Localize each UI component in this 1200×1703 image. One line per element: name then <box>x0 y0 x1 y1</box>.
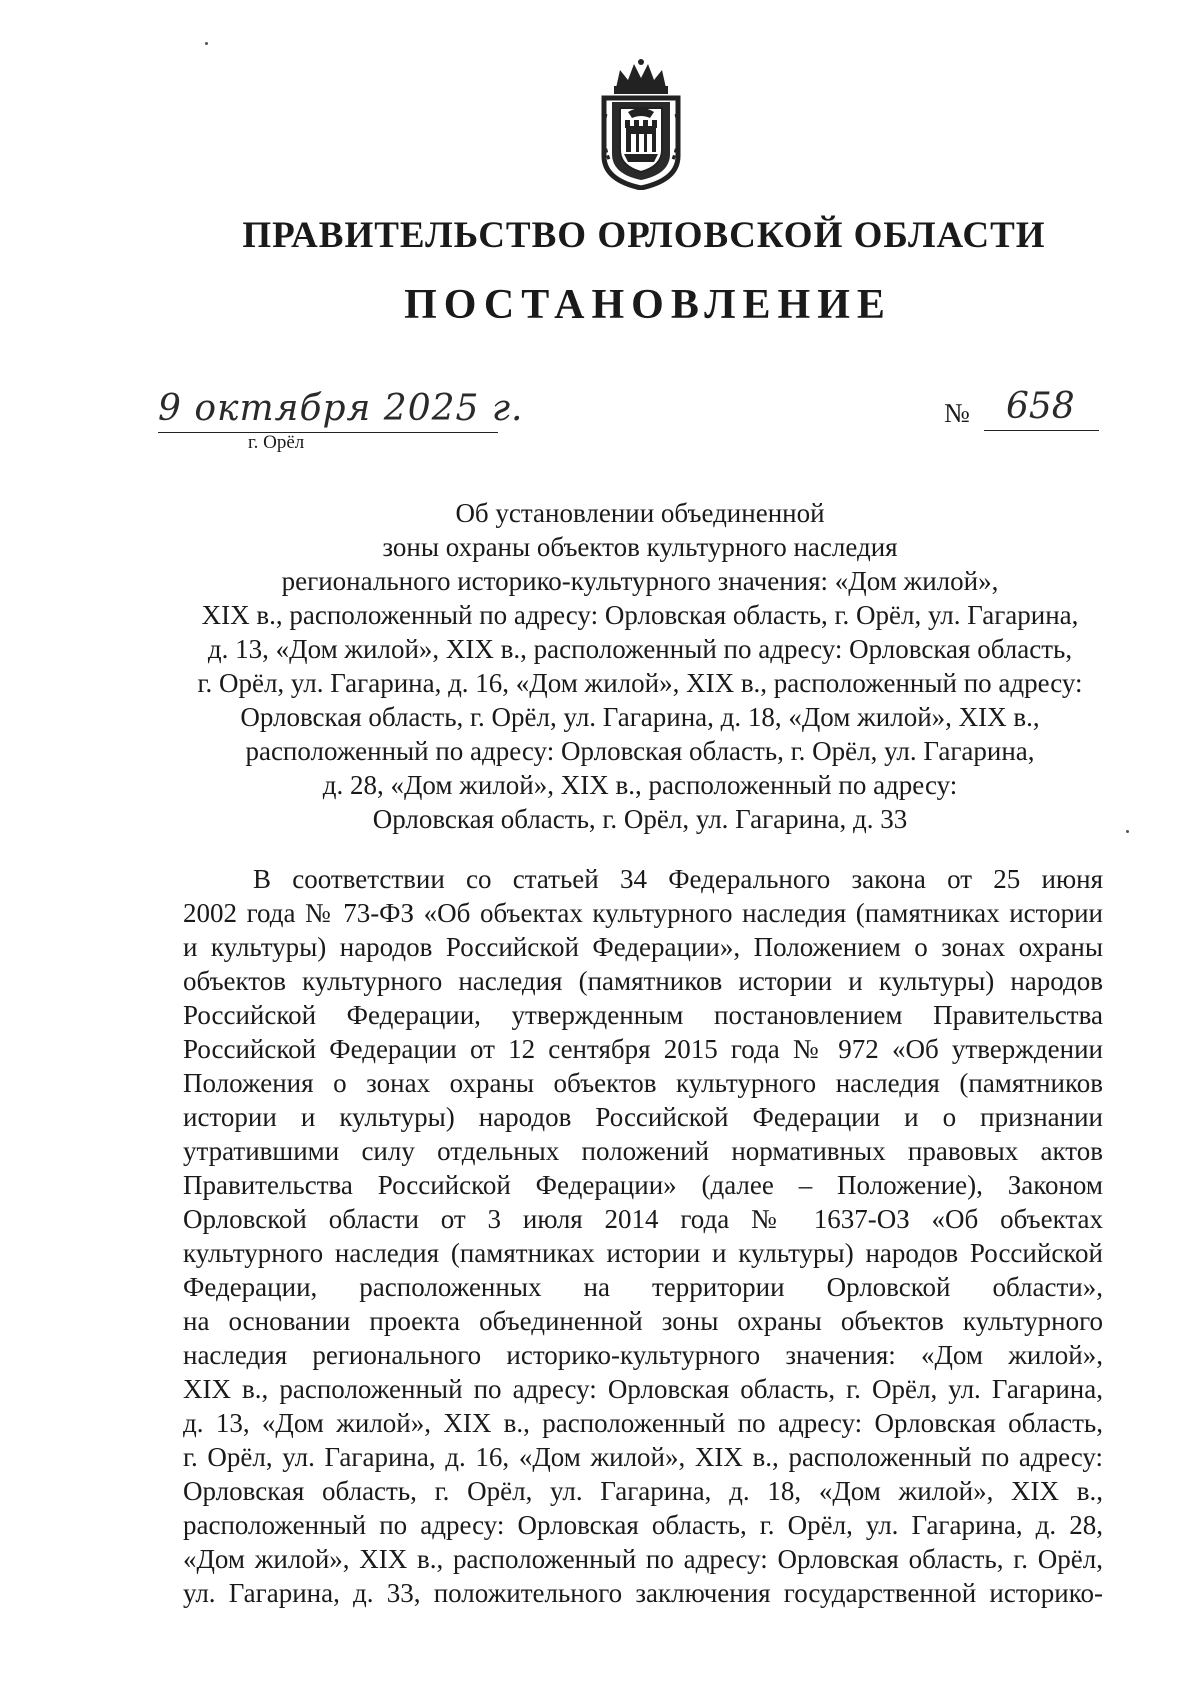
body-line: и культуры) народов Российской Федерации», Положением о зонах охраны <box>183 932 1103 962</box>
body-line: культурного наследия (памятниках истории и культуры) народов Российской <box>183 1238 1103 1268</box>
body-line: расположенный по адресу: Орловская область, г. Орёл, ул. Гагарина, д. 28, <box>183 1510 1103 1540</box>
title-line: г. Орёл, ул. Гагарина, д. 16, «Дом жилой», XIX в., расположенный по адресу: <box>197 668 1083 698</box>
title-line: регионального историко-культурного значения: «Дом жилой», <box>281 566 999 596</box>
body-line: Орловской области от 3 июля 2014 года № 1637-ОЗ «Об объектах <box>183 1204 1103 1234</box>
body-line: Положения о зонах охраны объектов культурного наследия (памятников <box>183 1068 1103 1098</box>
body-line: истории и культуры) народов Российской Федерации и о признании <box>183 1102 1103 1132</box>
body-line: Федерации, расположенных на территории Орловской области», <box>183 1272 1103 1302</box>
body-line: «Дом жилой», XIX в., расположенный по адресу: Орловская область, г. Орёл, <box>183 1544 1103 1574</box>
government-title: ПРАВИТЕЛЬСТВО ОРЛОВСКОЙ ОБЛАСТИ <box>242 215 1046 256</box>
body-line: наследия регионального историко-культурного значения: «Дом жилой», <box>183 1340 1103 1370</box>
body-line: Правительства Российской Федерации» (далее – Положение), Законом <box>183 1170 1103 1200</box>
title-line: Орловская область, г. Орёл, ул. Гагарина, д. 33 <box>372 804 908 834</box>
document-title <box>170 496 1110 836</box>
coat-of-arms-emblem <box>598 58 684 190</box>
handwritten-date: 9 октября 2025 г. <box>158 388 524 429</box>
body-line: ул. Гагарина, д. 33, положительного заключения государственной историко- <box>183 1578 1103 1608</box>
body-line: д. 13, «Дом жилой», XIX в., расположенный по адресу: Орловская область, <box>183 1408 1103 1438</box>
document-type: ПОСТАНОВЛЕНИЕ <box>404 282 892 328</box>
title-line: д. 13, «Дом жилой», XIX в., расположенный по адресу: Орловская область, <box>207 634 1073 664</box>
body-line: В соответствии со статьей 34 Федерального закона от 25 июня <box>253 864 1103 894</box>
body-line: на основании проекта объединенной зоны охраны объектов культурного <box>183 1306 1103 1336</box>
title-line: расположенный по адресу: Орловская область, г. Орёл, ул. Гагарина, <box>245 736 1035 766</box>
title-line: зоны охраны объектов культурного наследия <box>382 532 898 562</box>
body-line: Российской Федерации, утвержденным постановлением Правительства <box>183 1000 1103 1030</box>
title-line: Об установлении объединенной <box>455 498 825 528</box>
body-line: объектов культурного наследия (памятников истории и культуры) народов <box>183 966 1103 996</box>
handwritten-number: 658 <box>1006 386 1075 427</box>
body-line: Орловская область, г. Орёл, ул. Гагарина, д. 18, «Дом жилой», XIX в., <box>183 1476 1103 1506</box>
scan-speck <box>205 42 208 45</box>
title-line: д. 28, «Дом жилой», XIX в., расположенный по адресу: <box>322 770 958 800</box>
body-line: 2002 года № 73-ФЗ «Об объектах культурного наследия (памятниках истории <box>183 898 1103 928</box>
number-underline <box>984 430 1099 431</box>
body-line: Российской Федерации от 12 сентября 2015 года № 972 «Об утверждении <box>183 1034 1103 1064</box>
document-number-field <box>944 386 1104 434</box>
body-line: XIX в., расположенный по адресу: Орловская область, г. Орёл, ул. Гагарина, <box>183 1374 1103 1404</box>
scan-speck <box>1126 830 1129 833</box>
date-field <box>158 388 524 433</box>
number-sign: № <box>944 398 970 428</box>
document-body <box>183 862 1103 1610</box>
body-line: г. Орёл, ул. Гагарина, д. 16, «Дом жилой», XIX в., расположенный по адресу: <box>183 1442 1103 1472</box>
body-line: утратившими силу отдельных положений нормативных правовых актов <box>183 1136 1103 1166</box>
city-label: г. Орёл <box>248 432 305 453</box>
title-line: Орловская область, г. Орёл, ул. Гагарина, д. 18, «Дом жилой», XIX в., <box>240 702 1040 732</box>
title-line: XIX в., расположенный по адресу: Орловская область, г. Орёл, ул. Гагарина, <box>201 600 1079 630</box>
